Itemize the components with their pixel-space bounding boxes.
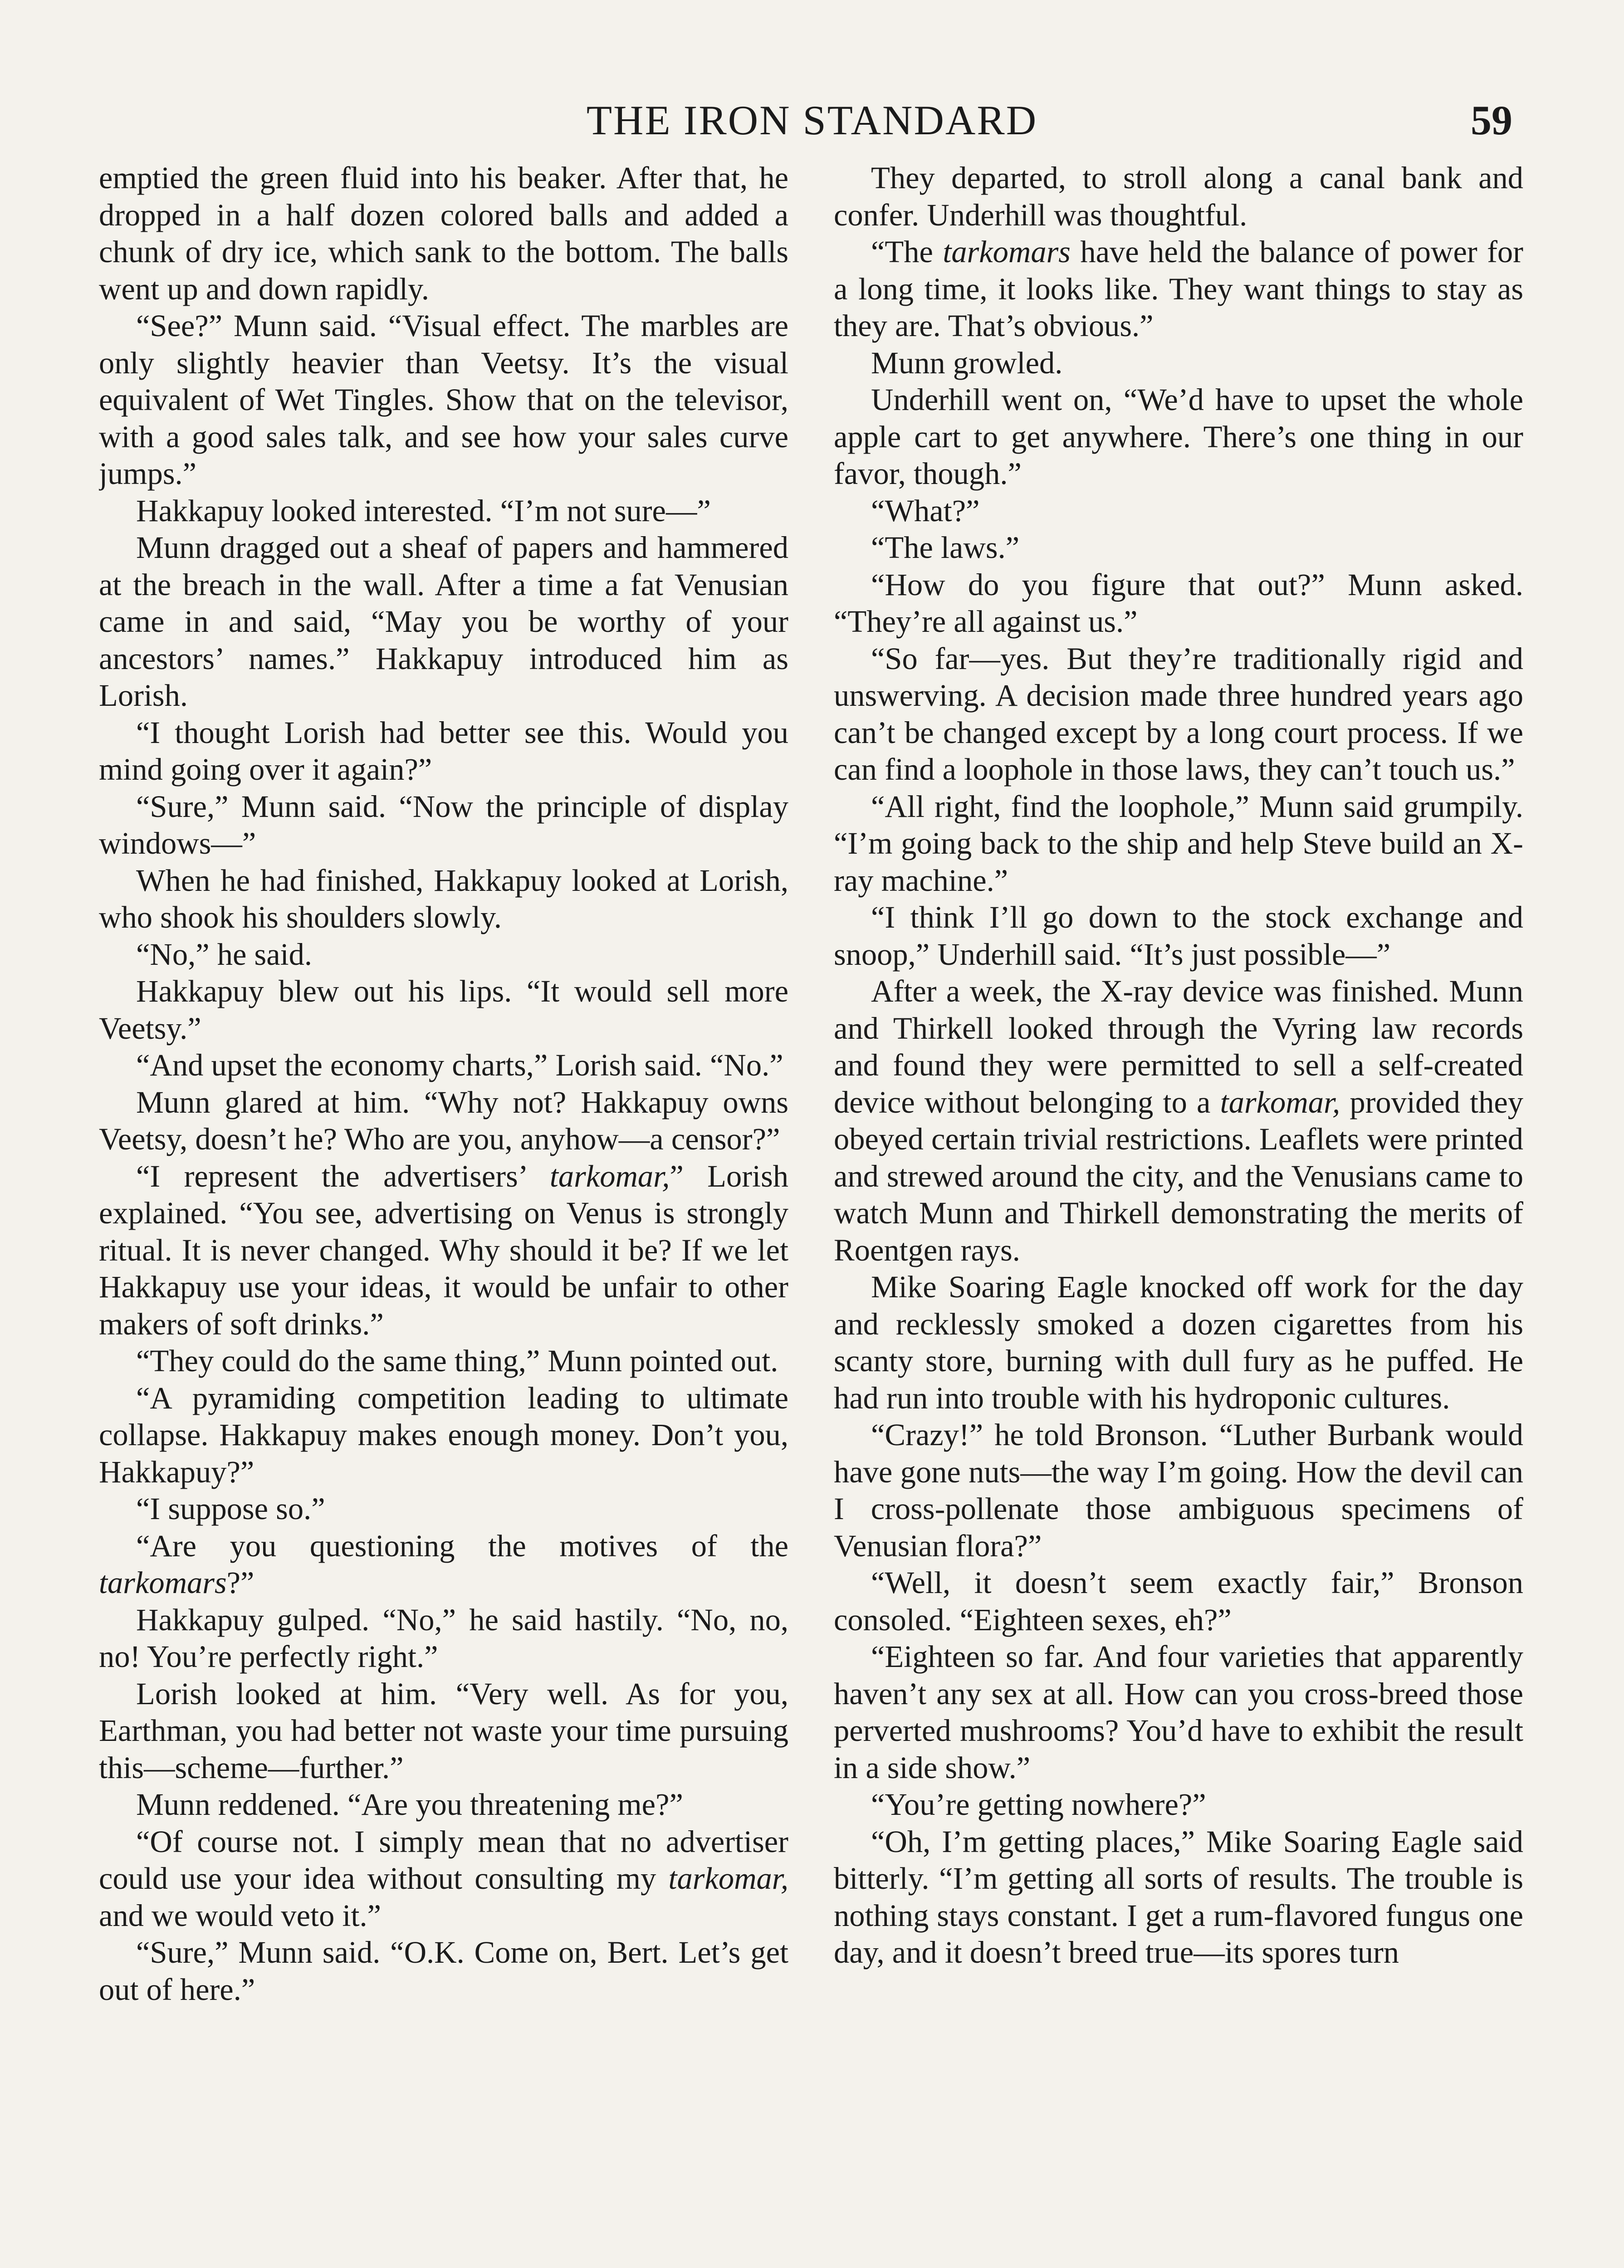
paragraph: Hakkapuy looked interested. “I’m not sure—”: [136, 493, 711, 528]
paragraph: “See?” Munn said. “Visual effect. The marbles are only slightly heavier than Veetsy. It’s the visual equivalent of Wet Tingles. Show that on the televisor, with a good sales talk, and see how your sales curve jumps.”: [99, 308, 788, 491]
paragraph: “And upset the economy charts,” Lorish said. “No.”: [136, 1048, 783, 1082]
paragraph: “I think I’ll go down to the stock exchange and snoop,” Underhill said. “It’s just possible—”: [834, 900, 1523, 972]
text-column-right: [834, 160, 1523, 2268]
paragraph: Mike Soaring Eagle knocked off work for the day and recklessly smoked a dozen cigarettes from his scanty store, burning with dull fury as he puffed. He had run into trouble with his hydroponic cultures.: [834, 1270, 1523, 1415]
paragraph: “Sure,” Munn said. “O.K. Come on, Bert. Let’s get out of here.”: [99, 1935, 788, 2007]
paragraph: “Eighteen so far. And four varieties that apparently haven’t any sex at all. How can you cross-breed those perverted mushrooms? You’d have to exhibit the result in a side show.”: [834, 1639, 1523, 1785]
paragraph: “The laws.”: [871, 530, 1020, 565]
page-number: 59: [1471, 97, 1512, 143]
paragraph: “I suppose so.”: [136, 1491, 325, 1526]
paragraph: “They could do the same thing,” Munn pointed out.: [136, 1344, 778, 1378]
paragraph: “You’re getting nowhere?”: [871, 1787, 1206, 1822]
page-header: [98, 91, 1526, 150]
paragraph: “I represent the advertisers’ tarkomar,” Lorish explained. “You see, advertising on Venus is strongly ritual. It is never changed. Why should it be? If we let Hakkapuy use your ideas, it would be unfair to other makers of soft drinks.”: [99, 1158, 788, 1341]
paragraph: “No,” he said.: [136, 937, 313, 972]
paragraph: Hakkapuy blew out his lips. “It would sell more Veetsy.”: [99, 974, 788, 1046]
paragraph: Munn glared at him. “Why not? Hakkapuy owns Veetsy, doesn’t he? Who are you, anyhow—a censor?”: [99, 1085, 788, 1156]
paragraph: “What?”: [871, 493, 980, 528]
paragraph: emptied the green fluid into his beaker. After that, he dropped in a half dozen colored balls and added a chunk of dry ice, which sank to the bottom. The balls went up and down rapidly.: [99, 161, 788, 306]
paragraph: “The tarkomars have held the balance of power for a long time, it looks like. They want things to stay as they are. That’s obvious.”: [834, 235, 1523, 343]
paragraph: Underhill went on, “We’d have to upset the whole apple cart to get anywhere. There’s one thing in our favor, though.”: [834, 382, 1523, 491]
paragraph: “I thought Lorish had better see this. Would you mind going over it again?”: [99, 715, 788, 787]
paragraph: “Are you questioning the motives of the tarkomars?”: [99, 1528, 788, 1600]
paragraph: “Sure,” Munn said. “Now the principle of display windows—”: [99, 789, 788, 860]
paragraph: “Of course not. I simply mean that no advertiser could use your idea without consulting my tarkomar, and we would veto it.”: [99, 1824, 788, 1933]
paragraph: Munn growled.: [871, 345, 1063, 380]
paragraph: “Crazy!” he told Bronson. “Luther Burbank would have gone nuts—the way I’m going. How the devil can I cross-pollenate those ambiguous specimens of Venusian flora?”: [834, 1418, 1523, 1563]
paragraph: Hakkapuy gulped. “No,” he said hastily. “No, no, no! You’re perfectly right.”: [99, 1602, 788, 1674]
paragraph: When he had finished, Hakkapuy looked at Lorish, who shook his shoulders slowly.: [99, 863, 788, 934]
paragraph: Munn reddened. “Are you threatening me?”: [136, 1787, 683, 1822]
paragraph: After a week, the X-ray device was finished. Munn and Thirkell looked through the Vyring law records and found they were permitted to sell a self-created device without belonging to a tarkomar, provided they obeyed certain trivial restrictions. Leaflets were printed and strewed around the city, and the Venusians came to watch Munn and Thirkell demonstrating the merits of Roentgen rays.: [834, 974, 1523, 1267]
paragraph: “So far—yes. But they’re traditionally rigid and unswerving. A decision made three hundred years ago can’t be changed except by a long court process. If we can find a loophole in those laws, they can’t touch us.”: [834, 641, 1523, 787]
paragraph: “All right, find the loophole,” Munn said grumpily. “I’m going back to the ship and help Steve build an X-ray machine.”: [834, 789, 1523, 898]
paragraph: “Oh, I’m getting places,” Mike Soaring Eagle said bitterly. “I’m getting all sorts of results. The trouble is nothing stays constant. I get a rum-flavored fungus one day, and it doesn’t breed true—its spores turn: [834, 1824, 1523, 1970]
paragraph: Munn dragged out a sheaf of papers and hammered at the breach in the wall. After a time a fat Venusian came in and said, “May you be worthy of your ancestors’ names.” Hakkapuy introduced him as Lorish.: [99, 530, 788, 713]
running-title: THE IRON STANDARD: [586, 97, 1038, 143]
text-column-left: [99, 160, 788, 2268]
paragraph: “How do you figure that out?” Munn asked. “They’re all against us.”: [834, 567, 1523, 639]
paragraph: They departed, to stroll along a canal bank and confer. Underhill was thoughtful.: [834, 161, 1523, 232]
paragraph: “Well, it doesn’t seem exactly fair,” Bronson consoled. “Eighteen sexes, eh?”: [834, 1565, 1523, 1637]
paragraph: “A pyramiding competition leading to ultimate collapse. Hakkapuy makes enough money. Don’t you, Hakkapuy?”: [99, 1380, 788, 1489]
paragraph: Lorish looked at him. “Very well. As for you, Earthman, you had better not waste your time pursuing this—scheme—further.”: [99, 1676, 788, 1785]
